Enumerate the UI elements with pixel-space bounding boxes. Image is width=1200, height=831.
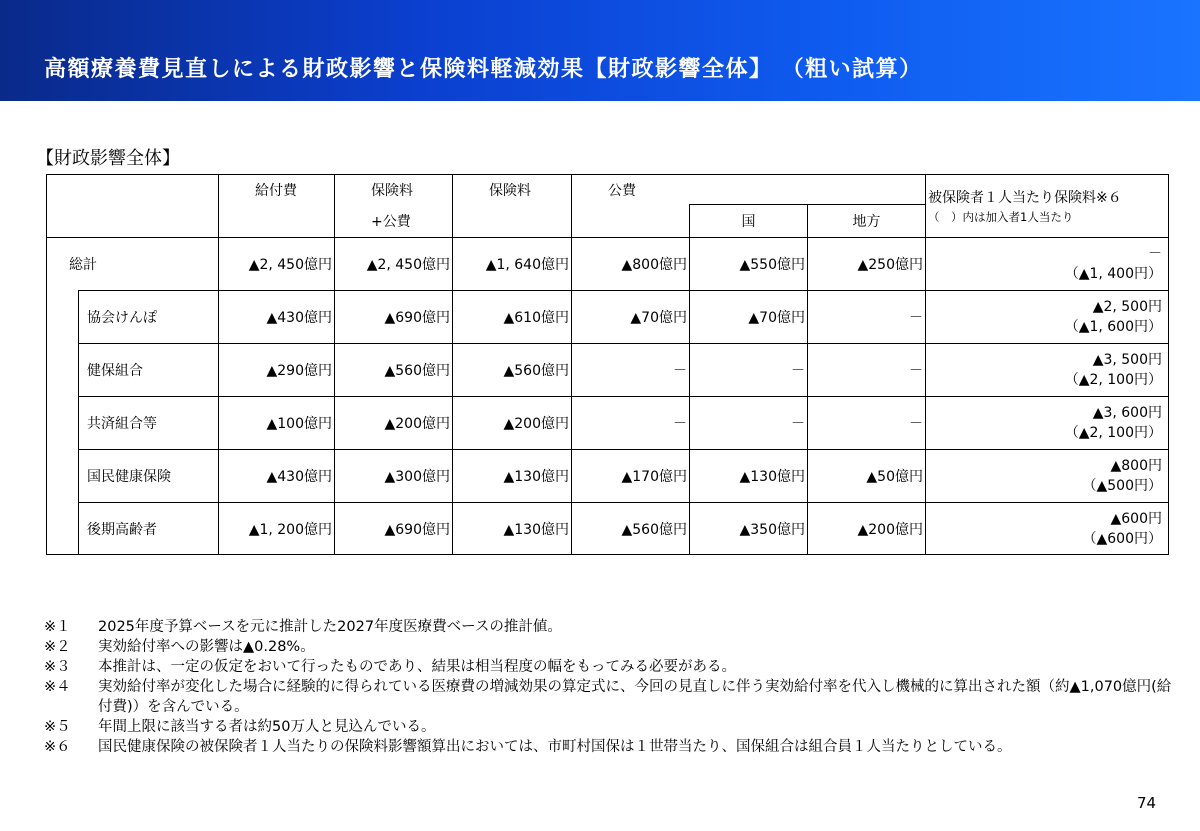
cell-premium-public: ▲690億円 [335, 503, 453, 555]
table-row [47, 344, 1169, 397]
section-label: 【財政影響全体】 [36, 148, 180, 169]
cell-national: ▲130億円 [690, 450, 808, 503]
header-corner [47, 175, 219, 238]
cell-public: ▲560億円 [572, 503, 690, 555]
cell-benefit: ▲1, 200億円 [219, 503, 335, 555]
cell-insured [926, 450, 1169, 503]
table-header-row [47, 175, 1169, 205]
footnote-mark: ※４ [44, 679, 71, 695]
footnotes [44, 617, 1174, 757]
cell-insured-per-member: （▲2, 100円） [1064, 425, 1162, 441]
cell-premium-public: ▲690億円 [335, 291, 453, 344]
cell-insured-per-insured: ▲3, 500円 [1092, 352, 1162, 368]
cell-premium: ▲200億円 [453, 397, 572, 450]
footnote-text: 2025年度予算ベースを元に推計した2027年度医療費ベースの推計値。 [98, 619, 562, 635]
footnote-mark: ※２ [44, 639, 71, 655]
table-row [47, 503, 1169, 555]
footnote [44, 657, 1174, 677]
row-label: 総計 [47, 238, 219, 291]
table-row [47, 291, 1169, 344]
cell-premium: ▲1, 640億円 [453, 238, 572, 291]
row-indent [47, 291, 79, 555]
footnote-text: 年間上限に該当する者は約50万人と見込んでいる。 [98, 719, 436, 735]
header-premium-public-lower: +公費 [335, 205, 453, 238]
cell-insured-per-insured: ▲2, 500円 [1092, 299, 1162, 315]
cell-insured [926, 291, 1169, 344]
footnote [44, 617, 1174, 637]
header-public: 公費 [572, 175, 690, 205]
row-label: 後期高齢者 [79, 503, 219, 555]
cell-premium: ▲130億円 [453, 450, 572, 503]
cell-public: － [572, 344, 690, 397]
footnote [44, 737, 1174, 757]
header-insured-note: （ ）内は加入者1人当たり [928, 210, 1074, 224]
cell-benefit: ▲290億円 [219, 344, 335, 397]
footnote-mark: ※５ [44, 719, 71, 735]
header-insured [926, 175, 1169, 238]
cell-insured [926, 238, 1169, 291]
cell-public: ▲800億円 [572, 238, 690, 291]
cell-insured-per-member: （▲1, 600円） [1064, 319, 1162, 335]
header-benefit-lower [219, 205, 335, 238]
footnote-mark: ※６ [44, 739, 71, 755]
table-row [47, 397, 1169, 450]
page-number: 74 [1137, 794, 1157, 812]
cell-insured-per-insured: ▲3, 600円 [1092, 405, 1162, 421]
footnote-text: 国民健康保険の被保険者１人当たりの保険料影響額算出においては、市町村国保は１世帯当たり、国保組合は組合員１人当たりとしている。 [98, 739, 1012, 755]
cell-public: ▲170億円 [572, 450, 690, 503]
cell-insured-per-insured: ▲800円 [1110, 458, 1162, 474]
cell-national: ▲350億円 [690, 503, 808, 555]
cell-local: － [808, 291, 926, 344]
cell-premium-public: ▲2, 450億円 [335, 238, 453, 291]
cell-local: － [808, 397, 926, 450]
cell-benefit: ▲430億円 [219, 291, 335, 344]
cell-national: ▲70億円 [690, 291, 808, 344]
cell-premium: ▲130億円 [453, 503, 572, 555]
header-premium-public: 保険料 [335, 175, 453, 205]
title-banner [0, 0, 1200, 101]
cell-premium-public: ▲560億円 [335, 344, 453, 397]
cell-public: － [572, 397, 690, 450]
page-title: 高額療養費見直しによる財政影響と保険料軽減効果【財政影響全体】 （粗い試算） [44, 57, 923, 82]
row-label: 国民健康保険 [79, 450, 219, 503]
cell-premium: ▲560億円 [453, 344, 572, 397]
header-public-span [690, 175, 808, 205]
footnote [44, 717, 1174, 737]
footnote-text: 実効給付率への影響は▲0.28%。 [98, 639, 315, 655]
cell-local: － [808, 344, 926, 397]
footnote [44, 677, 1174, 717]
fiscal-impact-table [46, 174, 1169, 555]
footnote-mark: ※１ [44, 619, 71, 635]
cell-insured [926, 344, 1169, 397]
footnote-text: 本推計は、一定の仮定をおいて行ったものであり、結果は相当程度の幅をもってみる必要がある。 [98, 659, 736, 675]
header-premium: 保険料 [453, 175, 572, 205]
footnote-text: 実効給付率が変化した場合に経験的に得られている医療費の増減効果の算定式に、今回の見直しに伴う実効給付率を代入し機械的に算出された額（約▲1,070億円(給付費)）を含んでいる。 [98, 679, 1172, 715]
footnote [44, 637, 1174, 657]
row-label: 協会けんぽ [79, 291, 219, 344]
row-label: 健保組合 [79, 344, 219, 397]
row-label: 共済組合等 [79, 397, 219, 450]
header-local: 地方 [808, 205, 926, 238]
footnote-mark: ※３ [44, 659, 71, 675]
cell-premium-public: ▲300億円 [335, 450, 453, 503]
cell-benefit: ▲2, 450億円 [219, 238, 335, 291]
cell-national: － [690, 397, 808, 450]
cell-insured [926, 503, 1169, 555]
cell-insured-per-member: （▲500円） [1082, 478, 1162, 494]
cell-benefit: ▲100億円 [219, 397, 335, 450]
header-insured-label: 被保険者１人当たり保険料※６ [928, 190, 1122, 206]
cell-premium-public: ▲200億円 [335, 397, 453, 450]
header-premium-lower [453, 205, 572, 238]
cell-benefit: ▲430億円 [219, 450, 335, 503]
cell-insured-per-insured: － [1148, 246, 1162, 262]
table-row-total [47, 238, 1169, 291]
cell-insured-per-insured: ▲600円 [1110, 510, 1162, 527]
cell-local: ▲200億円 [808, 503, 926, 555]
header-public-span-2 [808, 175, 926, 205]
cell-national: － [690, 344, 808, 397]
cell-local: ▲50億円 [808, 450, 926, 503]
cell-premium: ▲610億円 [453, 291, 572, 344]
cell-insured-per-member: （▲1, 400円） [1064, 266, 1162, 282]
cell-insured-per-member: （▲2, 100円） [1064, 372, 1162, 388]
header-benefit: 給付費 [219, 175, 335, 205]
cell-national: ▲550億円 [690, 238, 808, 291]
header-public-lower [572, 205, 690, 238]
cell-local: ▲250億円 [808, 238, 926, 291]
header-national: 国 [690, 205, 808, 238]
table-row [47, 450, 1169, 503]
cell-insured-per-member: （▲600円） [1082, 530, 1162, 547]
cell-insured [926, 397, 1169, 450]
cell-public: ▲70億円 [572, 291, 690, 344]
